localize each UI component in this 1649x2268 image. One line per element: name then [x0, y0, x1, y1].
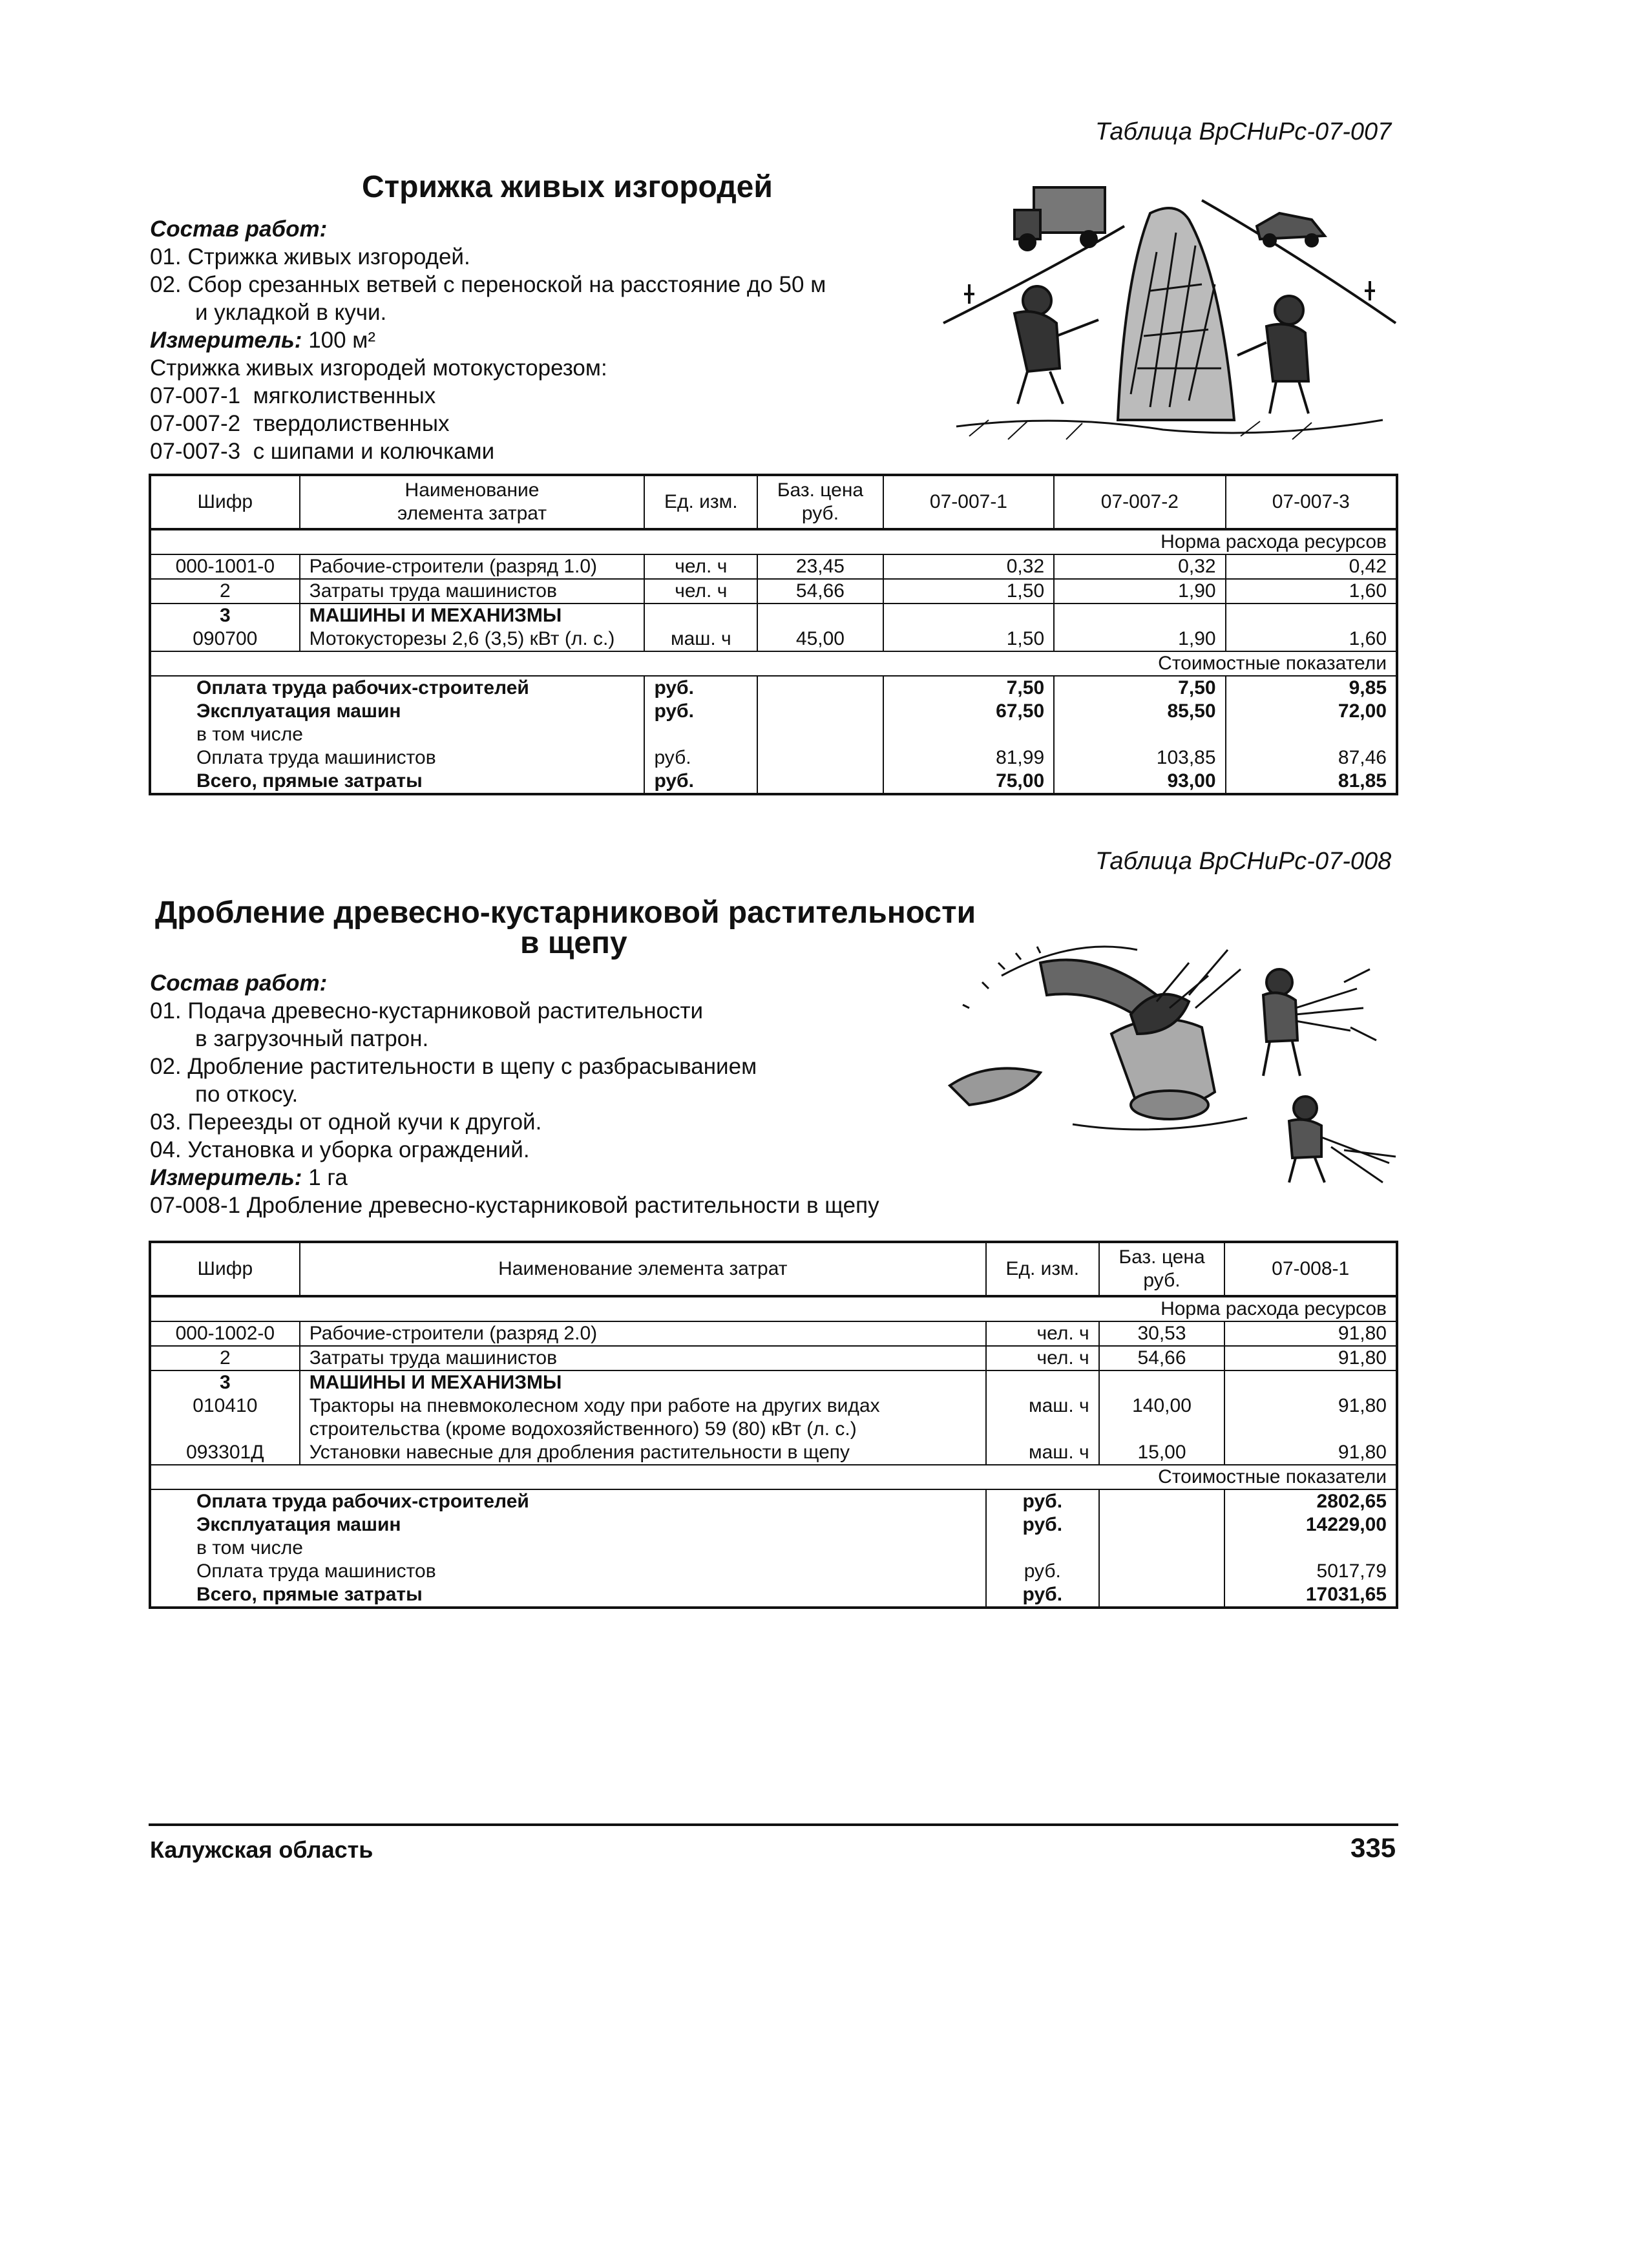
total-value: 5017,79 [1224, 1560, 1397, 1583]
work-item: 04. Установка и уборка ограждений. [150, 1137, 530, 1162]
cell-unit: маш. ч [644, 627, 757, 651]
variants-title: Стрижка живых изгородей мотокусторезом: [150, 355, 607, 381]
section-title: Дробление древесно-кустарниковой растительности [155, 896, 976, 930]
header-price: Баз. цена руб. [1099, 1242, 1225, 1296]
header-code: Шифр [150, 1242, 300, 1296]
total-value: 87,46 [1226, 746, 1397, 770]
band-row [150, 1296, 1397, 1321]
variant-item: 07-007-2 твердолиственных [150, 411, 450, 436]
work-item: 02. Сбор срезанных ветвей с переноской на расстояние до 50 м [150, 272, 826, 297]
total-name: Эксплуатация машин [150, 700, 644, 723]
totals-row [150, 1513, 1397, 1537]
totals-row [150, 723, 1397, 746]
header-name: Наименование элемента затрат [300, 475, 645, 529]
total-name: Всего, прямые затраты [150, 770, 644, 794]
cell-name: Тракторы на пневмоколесном ходу при работе на других видах строительства (кроме водохозяйственного) 59 (80) кВт (л. с.) [300, 1394, 986, 1441]
header-variant: 07-007-1 [883, 475, 1054, 529]
work-item: в загрузочный патрон. [195, 1026, 429, 1051]
total-value: 67,50 [883, 700, 1054, 723]
footer-rule [149, 1823, 1398, 1826]
variant-item: 07-008-1 Дробление древесно-кустарниковой растительности в щепу [150, 1193, 879, 1218]
cell-unit: маш. ч [986, 1394, 1099, 1441]
work-description [150, 969, 945, 1219]
header-code: Шифр [150, 475, 300, 529]
table-header-row [150, 1242, 1397, 1296]
work-label: Состав работ: [150, 971, 328, 996]
measure-line: Измеритель: 1 га [150, 1165, 348, 1190]
table-row [150, 1441, 1397, 1465]
total-name: Оплата труда машинистов [150, 746, 644, 770]
band-norm: Норма расхода ресурсов [150, 1296, 1397, 1321]
measure-line: Измеритель: 100 м² [150, 328, 376, 353]
total-value: 81,85 [1226, 770, 1397, 794]
band-cost: Стоимостные показатели [150, 1465, 1397, 1489]
cell-name: Установки навесные для дробления растительности в щепу [300, 1441, 986, 1465]
table-header-row [150, 475, 1397, 529]
cell-unit: чел. ч [986, 1346, 1099, 1370]
table-row [150, 1346, 1397, 1370]
cell-value: 1,90 [1054, 579, 1225, 604]
cell-name: Затраты труда машинистов [300, 1346, 986, 1370]
band-row [150, 529, 1397, 554]
total-unit: руб. [644, 746, 757, 770]
cell-unit: чел. ч [644, 554, 757, 579]
header-variant: 07-007-3 [1226, 475, 1397, 529]
table-row [150, 1321, 1397, 1346]
cell-unit: чел. ч [986, 1321, 1099, 1346]
work-item: 02. Дробление растительности в щепу с разбрасыванием [150, 1054, 757, 1079]
total-unit: руб. [986, 1513, 1099, 1537]
cell-value: 1,60 [1226, 579, 1397, 604]
section-title-continued: в щепу [520, 926, 627, 960]
band-row [150, 651, 1397, 676]
cell-price: 15,00 [1099, 1441, 1225, 1465]
work-item: 01. Подача древесно-кустарниковой растительности [150, 998, 704, 1024]
totals-row [150, 1560, 1397, 1583]
work-item: по откосу. [195, 1082, 299, 1107]
cell-code: 010410 [150, 1394, 300, 1441]
totals-row [150, 1537, 1397, 1560]
cell-value: 1,50 [883, 627, 1054, 651]
table-row [150, 579, 1397, 604]
cell-name: Рабочие-строители (разряд 1.0) [300, 554, 645, 579]
table-row [150, 604, 1397, 627]
total-value: 72,00 [1226, 700, 1397, 723]
total-value: 103,85 [1054, 746, 1225, 770]
machines-heading: МАШИНЫ И МЕХАНИЗМЫ [300, 1370, 986, 1394]
cell-price: 45,00 [757, 627, 883, 651]
total-value: 85,50 [1054, 700, 1225, 723]
band-row [150, 1465, 1397, 1489]
cell-price: 54,66 [1099, 1346, 1225, 1370]
cell-code: 2 [150, 1346, 300, 1370]
total-name: Оплата труда машинистов [150, 1560, 986, 1583]
cell-unit: чел. ч [644, 579, 757, 604]
footer-region: Калужская область [150, 1836, 373, 1863]
totals-row [150, 1489, 1397, 1513]
header-unit: Ед. изм. [644, 475, 757, 529]
total-name: в том числе [150, 723, 644, 746]
work-item: 03. Переезды от одной кучи к другой. [150, 1109, 542, 1135]
cell-value: 1,60 [1226, 627, 1397, 651]
band-norm: Норма расхода ресурсов [150, 529, 1397, 554]
cell-value: 0,32 [1054, 554, 1225, 579]
cell-value: 1,90 [1054, 627, 1225, 651]
cell-value: 91,80 [1224, 1321, 1397, 1346]
cell-value: 1,50 [883, 579, 1054, 604]
work-description [150, 215, 912, 465]
table-row [150, 1370, 1397, 1394]
cell-price: 23,45 [757, 554, 883, 579]
cell-value: 91,80 [1224, 1394, 1397, 1441]
work-label: Состав работ: [150, 216, 328, 242]
variant-item: 07-007-1 мягколиственных [150, 383, 436, 408]
cell-name: Рабочие-строители (разряд 2.0) [300, 1321, 986, 1346]
total-unit: руб. [986, 1489, 1099, 1513]
cell-value: 91,80 [1224, 1346, 1397, 1370]
total-value: 14229,00 [1224, 1513, 1397, 1537]
section-title: Стрижка живых изгородей [362, 170, 773, 204]
table-reference: Таблица ВрСНиРс-07-007 [1095, 118, 1392, 145]
variant-item: 07-007-3 с шипами и колючками [150, 439, 495, 464]
cell-code: 3 [150, 1370, 300, 1394]
total-value: 7,50 [883, 676, 1054, 700]
table-reference: Таблица ВрСНиРс-07-008 [1095, 848, 1392, 875]
machines-heading: МАШИНЫ И МЕХАНИЗМЫ [300, 604, 645, 627]
cell-code: 090700 [150, 627, 300, 651]
total-unit: руб. [986, 1560, 1099, 1583]
totals-row [150, 700, 1397, 723]
total-value: 7,50 [1054, 676, 1225, 700]
page-number: 335 [1350, 1832, 1396, 1863]
total-unit: руб. [644, 770, 757, 794]
work-item: 01. Стрижка живых изгородей. [150, 244, 470, 269]
cell-price: 54,66 [757, 579, 883, 604]
total-value: 17031,65 [1224, 1583, 1397, 1608]
cell-name: Затраты труда машинистов [300, 579, 645, 604]
cell-price: 30,53 [1099, 1321, 1225, 1346]
totals-row [150, 746, 1397, 770]
total-name: в том числе [150, 1537, 986, 1560]
table-row [150, 1394, 1397, 1441]
cell-value: 0,32 [883, 554, 1054, 579]
cell-code: 3 [150, 604, 300, 627]
total-value: 2802,65 [1224, 1489, 1397, 1513]
total-unit: руб. [644, 676, 757, 700]
norms-table-07-007 [149, 474, 1398, 795]
work-item: и укладкой в кучи. [195, 300, 387, 325]
total-value: 93,00 [1054, 770, 1225, 794]
total-name: Всего, прямые затраты [150, 1583, 986, 1608]
cell-code: 093301Д [150, 1441, 300, 1465]
band-cost: Стоимостные показатели [150, 651, 1397, 676]
total-value: 9,85 [1226, 676, 1397, 700]
table-row [150, 554, 1397, 579]
cell-price: 140,00 [1099, 1394, 1225, 1441]
cell-code: 2 [150, 579, 300, 604]
header-name: Наименование элемента затрат [300, 1242, 986, 1296]
totals-row [150, 1583, 1397, 1608]
cell-unit: маш. ч [986, 1441, 1099, 1465]
total-unit: руб. [644, 700, 757, 723]
cell-value: 91,80 [1224, 1441, 1397, 1465]
norms-table-07-008 [149, 1241, 1398, 1609]
total-unit: руб. [986, 1583, 1099, 1608]
cell-code: 000-1001-0 [150, 554, 300, 579]
totals-row [150, 770, 1397, 794]
total-name: Оплата труда рабочих-строителей [150, 676, 644, 700]
hedge-trimming-illustration [930, 174, 1402, 446]
total-value: 75,00 [883, 770, 1054, 794]
total-name: Оплата труда рабочих-строителей [150, 1489, 986, 1513]
total-value: 81,99 [883, 746, 1054, 770]
header-variant: 07-008-1 [1224, 1242, 1397, 1296]
cell-code: 000-1002-0 [150, 1321, 300, 1346]
header-variant: 07-007-2 [1054, 475, 1225, 529]
header-price: Баз. цена руб. [757, 475, 883, 529]
header-unit: Ед. изм. [986, 1242, 1099, 1296]
total-name: Эксплуатация машин [150, 1513, 986, 1537]
table-row [150, 627, 1397, 651]
wood-chipper-illustration [943, 924, 1409, 1195]
cell-name: Мотокусторезы 2,6 (3,5) кВт (л. с.) [300, 627, 645, 651]
cell-value: 0,42 [1226, 554, 1397, 579]
totals-row [150, 676, 1397, 700]
